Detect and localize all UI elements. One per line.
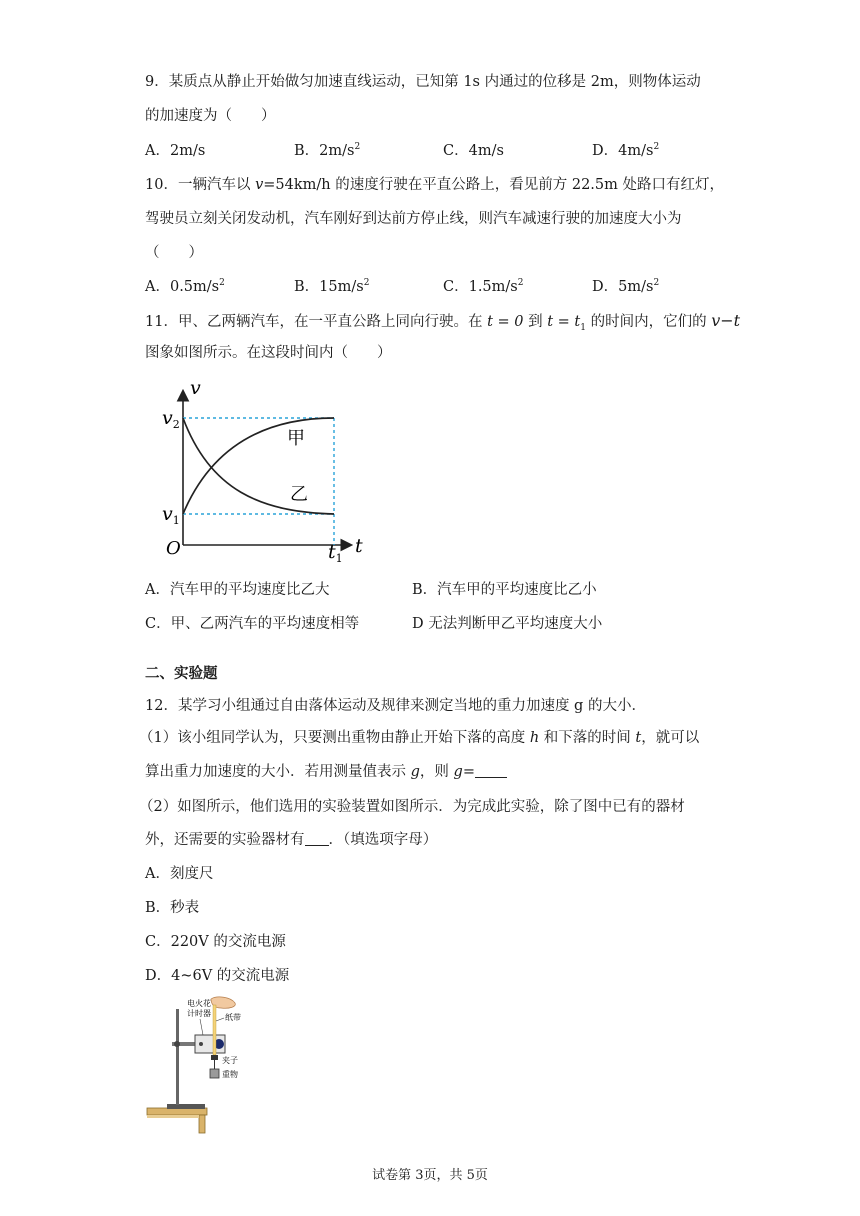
q12-p2-line2: 外，还需要的实验器材有 ．（填选项字母） bbox=[145, 832, 438, 848]
label-weight: 重物 bbox=[222, 1070, 238, 1079]
q9-line1: 9．某质点从静止开始做匀加速直线运动，已知第 1s 内通过的位移是 2m，则物体运动 bbox=[145, 74, 701, 90]
label-timer-1: 电火花 bbox=[187, 999, 211, 1008]
q10-option-a: A．$0.5m/s^2$ bbox=[145, 278, 225, 295]
section-title: 二、实验题 bbox=[145, 666, 218, 682]
q9-option-c: C．4m/s bbox=[443, 143, 504, 159]
q12-option-b: B．秒表 bbox=[145, 900, 200, 916]
q11-option-c: C．甲、乙两汽车的平均速度相等 bbox=[145, 616, 360, 632]
q12-option-a: A．刻度尺 bbox=[145, 866, 214, 882]
q10-option-d: D．$5m/s^2$ bbox=[592, 278, 660, 295]
q10-line2: 驾驶员立刻关闭发动机，汽车刚好到达前方停止线，则汽车减速行驶的加速度大小为 bbox=[145, 211, 682, 227]
q9-line2: 的加速度为（ ） bbox=[145, 108, 276, 124]
table-leg bbox=[199, 1115, 205, 1133]
q11-option-d: D 无法判断甲乙平均速度大小 bbox=[412, 616, 603, 632]
q11-line1: 11．甲、乙两辆汽车，在一平直公路上同向行驶。在 t = 0 到 $t = t_1$ 的时间内，它们的 v−t bbox=[145, 311, 741, 333]
q12-option-c: C．220V 的交流电源 bbox=[145, 934, 286, 950]
t1-label: $t_1$ bbox=[328, 541, 343, 565]
x-axis-label: t bbox=[355, 535, 363, 557]
q10-option-c: C．$1.5m/s^2$ bbox=[443, 278, 524, 295]
paper-tape bbox=[213, 1005, 216, 1055]
q12-line1: 12．某学习小组通过自由落体运动及规律来测定当地的重力加速度 g 的大小． bbox=[145, 698, 646, 714]
curve-jia bbox=[183, 418, 334, 514]
stand-rod bbox=[176, 1009, 179, 1105]
q9-option-d: D．$4m/s^2$ bbox=[592, 142, 660, 159]
v1-label: $v_1$ bbox=[162, 503, 180, 527]
q10-line1: 10．一辆汽车以 v=54km/h 的速度行驶在平直公路上，看见前方 22.5m 处路口有红灯， bbox=[145, 177, 724, 193]
apparatus-figure bbox=[145, 995, 265, 1135]
q11-option-a: A．汽车甲的平均速度比乙大 bbox=[145, 582, 330, 598]
q11-line2: 图象如图所示。在这段时间内（ ） bbox=[145, 345, 392, 361]
label-tape: 纸带 bbox=[225, 1013, 241, 1022]
origin-label: O bbox=[166, 538, 181, 559]
y-axis-label: v bbox=[190, 380, 201, 399]
clip bbox=[211, 1055, 218, 1060]
q9-option-a: A．2m/s bbox=[145, 143, 206, 159]
table-top bbox=[147, 1108, 207, 1115]
q9-option-b: B．$2m/s^2$ bbox=[294, 142, 361, 159]
v2-label: $v_2$ bbox=[162, 407, 180, 431]
answer-blank-equipment bbox=[305, 831, 329, 846]
label-clamp: 夹子 bbox=[222, 1056, 238, 1065]
q10-option-b: B．$15m/s^2$ bbox=[294, 278, 370, 295]
vt-graph bbox=[150, 380, 380, 570]
yi-label: 乙 bbox=[290, 484, 308, 505]
q12-p2-line1: （2）如图所示，他们选用的实验装置如图所示．为完成此实验，除了图中已有的器材 bbox=[139, 799, 685, 815]
q10-line3: （ ） bbox=[145, 245, 203, 261]
jia-label: 甲 bbox=[287, 428, 305, 449]
q11-option-b: B．汽车甲的平均速度比乙小 bbox=[412, 582, 597, 598]
q12-option-d: D．4~6V 的交流电源 bbox=[145, 968, 290, 984]
q12-p1-line2: 算出重力加速度的大小．若用测量值表示 g，则 g= bbox=[145, 762, 507, 782]
page-footer: 试卷第 3页，共 5页 bbox=[372, 1168, 488, 1183]
q12-p1-line1: （1）该小组同学认为，只要测出重物由静止开始下落的高度 h 和下落的时间 t，就可以 bbox=[139, 730, 700, 746]
answer-blank-g bbox=[475, 763, 507, 778]
label-timer-2: 计时器 bbox=[187, 1009, 211, 1018]
weight bbox=[210, 1069, 219, 1078]
stand-base bbox=[167, 1104, 205, 1109]
